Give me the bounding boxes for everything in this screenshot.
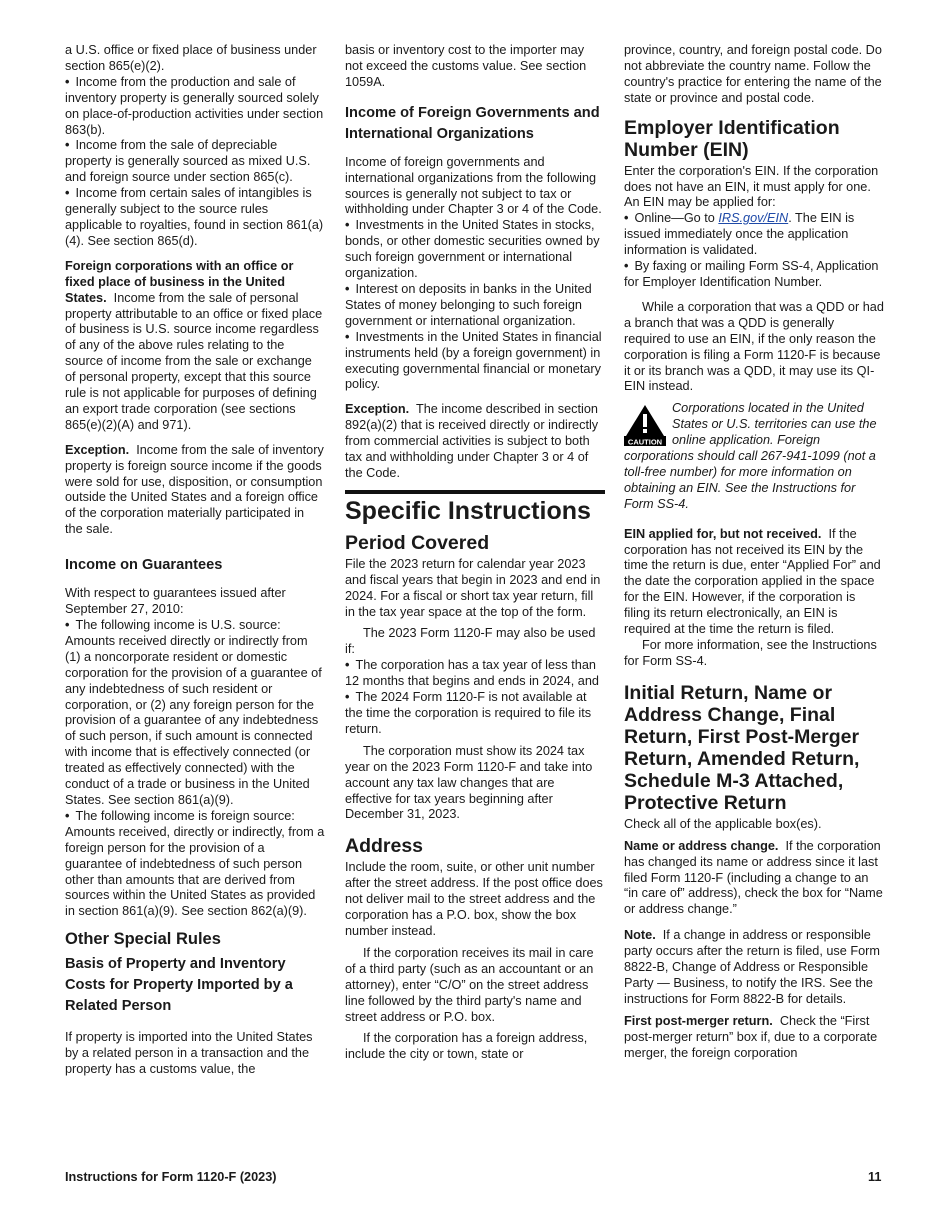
irs-ein-link[interactable]: IRS.gov/EIN [718,211,789,226]
bullet-item: • The 2024 Form 1120-F is not available at the time the corporation is required to file its return. [345,690,605,738]
run-in-heading: Foreign corporations with an office or fixed place of business in the United States. [65,258,294,305]
paragraph: File the 2023 return for calendar year 2023 and fiscal years that begin in 2023 and end in 2024. For a fiscal or short tax year return, fill in the tax year space at the top of the form. [345,556,601,619]
bullet-item: • The following income is foreign source: Amounts received, directly or indirectly, from a foreign person for the provision of a guarantee of indebtedness of such person other than amounts that are derived from sources within the United States as provided in section 861(a)(9). See section 862(a)(9). [65,809,325,920]
bullet-item: • Income from certain sales of intangibles is generally subject to the source rules applicable to royalties, found in section 861(a)(4). See section 865(d). [65,186,325,250]
bullet-item: • The following income is U.S. source: Amounts received directly or indirectly from (1) a noncorporate resident or domestic corporation for the provision of a guarantee of any indebtedness of such resident or corporation, or (2) any foreign person for the provision of a guarantee of any indebtedness of such person, if such amount is connected with income that is effectively connected (or treated as effectively connected) with the conduct of a trade or business in the United States. See section 861(a)(9). [65,618,325,809]
page-number: 11 [868,1170,882,1184]
run-in-heading: Exception. [345,402,410,417]
paragraph: Income of foreign governments and international organizations from the following sources is generally not subject to tax or withholding under Chapter 3 or 4 of the Code. [345,154,602,217]
paragraph-text: Income from the sale of inventory property is foreign source income if the goods were sold for use, disposition, or consumption outside the United States and a foreign office of the corporation materially participated in the sale. [65,442,324,537]
paragraph: basis or inventory cost to the importer may not exceed the customs value. See section 1059A. [345,43,587,89]
paragraph: province, country, and foreign postal code. Do not abbreviate the country name. Follow the country's practice for entering the name of the state or province and postal code. [624,43,882,105]
paragraph [624,1014,884,1062]
paragraph: Include the room, suite, or other unit number after the street address. If the post office does not deliver mail to the street address and the corporation has a P.O. box, show the box number instead. [345,860,603,938]
section-heading-initial-return: Initial Return, Name or Address Change, Final Return, First Post-Merger Return, Amended Return, Schedule M-3 Attached, Protective Return [624,681,860,814]
paragraph: If the corporation has a foreign address, include the city or town, state or [345,1031,588,1062]
bullet-text: Online—Go to [634,211,719,226]
bullet-item: • Investments in the United States in financial instruments held (by a foreign government) in executing governmental financial or monetary policy. [345,330,605,394]
paragraph [624,527,884,638]
section-heading-period-covered: Period Covered [345,531,490,554]
paragraph: a U.S. office or fixed place of business under section 865(e)(2). [65,43,317,73]
column-right [624,43,884,1062]
bullet-item: • The corporation has a tax year of less than 12 months that begins and ends in 2024, and [345,658,605,690]
section-heading-basis: Basis of Property and Inventory Costs for Property Imported by a Related Person [65,956,293,1015]
paragraph [65,259,325,434]
paragraph: If the corporation receives its mail in care of a third party (such as an accountant or an attorney), enter “C/O” on the street address line followed by the third party's name and street address or P.O. box. [345,945,594,1024]
caution-triangle-icon [624,404,666,446]
paragraph-text: If the corporation has not received its EIN by the time the return is due, enter “Applied For” and the date the corporation applied in the space for the EIN. However, if the corporation is filing its return electronically, an EIN is required at the time the return is filed. [624,526,881,637]
bullet-item: • Interest on deposits in banks in the United States of money belonging to such foreign government or international organization. [345,282,605,330]
paragraph: For more information, see the Instructions for Form SS-4. [624,638,877,668]
paragraph-text: Check the “First post-merger return” box if, due to a corporate merger, the foreign corporation [624,1013,878,1060]
footer-form-title: Instructions for Form 1120-F (2023) [65,1170,277,1184]
paragraph: The 2023 Form 1120-F may also be used if: [345,626,596,657]
bullet-item [624,211,884,259]
paragraph: If property is imported into the United States by a related person in a transaction and the property has a customs value, the [65,1030,313,1077]
paragraph [624,928,884,1008]
caution-label: CAUTION [627,437,663,447]
section-heading-address: Address [345,835,424,858]
bullet-item: • Investments in the United States in stocks, bonds, or other domestic securities owned by such foreign government or international organization. [345,218,605,282]
paragraph-text: If a change in address or responsible party occurs after the return is filed, use Form 8822-B, Change of Address or Responsible Party — Business, to notify the IRS. See the instructions for Form 8822-B for details. [624,928,880,1006]
run-in-heading: First post-merger return. [624,1013,773,1028]
section-heading-ein: Employer Identification Number (EIN) [624,116,840,161]
paragraph [624,839,884,919]
bullet-text: . The EIN is issued immediately once the application information is validated. [624,211,855,258]
run-in-heading: Name or address change. [624,838,779,853]
column-left [65,43,325,1078]
paragraph: Check all of the applicable box(es). [624,816,822,831]
section-heading-foreign-governments: Income of Foreign Governments and International Organizations [345,104,600,142]
bullet-item: • By faxing or mailing Form SS-4, Application for Employer Identification Number. [624,259,884,291]
paragraph-text: If the corporation has changed its name or address since it last filed Form 1120-F (including a change to an “in care of” address), check the box for “Name or address change.” [624,838,883,917]
caution-text: Corporations located in the United States or U.S. territories can use the online application. Foreign corporations should call 267-941-1099 (not a toll-free number) for more information on obtaining an EIN. See the Instructions for Form SS-4. [624,401,877,511]
paragraph: Enter the corporation's EIN. If the corporation does not have an EIN, it must apply for one. An EIN may be applied for: [624,163,879,210]
bullet-item: • Income from the sale of depreciable property is generally sourced as mixed U.S. and foreign source under section 865(c). [65,138,325,186]
paragraph: The corporation must show its 2024 tax year on the 2023 Form 1120-F and take into account any tax law changes that are effective for tax years beginning after December 31, 2023. [345,743,593,822]
run-in-heading: Note. [624,928,656,943]
paragraph [65,443,325,538]
run-in-heading: EIN applied for, but not received. [624,526,822,541]
section-heading-other-rules: Other Special Rules [65,930,221,949]
column-middle [345,43,605,1063]
section-heading-guarantees: Income on Guarantees [65,557,223,574]
bullet-item: • Income from the production and sale of inventory property is generally sourced solely on place-of-production activities under section 863(b). [65,75,325,139]
caution-icon [624,404,666,446]
paragraph-text: The income described in section 892(a)(2) that is received directly or indirectly from commercial activities is subject to both tax and withholding under Chapter 3 or 4 of the Code. [345,402,599,480]
paragraph [345,402,605,482]
section-heading-specific-instructions: Specific Instructions [345,490,605,526]
caution-note [624,401,884,512]
run-in-heading: Exception. [65,442,130,457]
paragraph-text: Income from the sale of personal property attributable to an office or fixed place of business is U.S. source income regardless of any of the above rules relating to the source of income from the sale or exchange of personal property, except that this source rule is not applicable for purposes of defining an export trade corporation (see sections 865(e)(2)(A) and 971). [65,290,323,432]
paragraph: While a corporation that was a QDD or had a branch that was a QDD is generally required to use an EIN, if the only reason the corporation is filing a Form 1120-F is because it or its branch was a QDD, it may use its QI-EIN instead. [624,299,884,394]
paragraph: With respect to guarantees issued after September 27, 2010: [65,586,286,617]
